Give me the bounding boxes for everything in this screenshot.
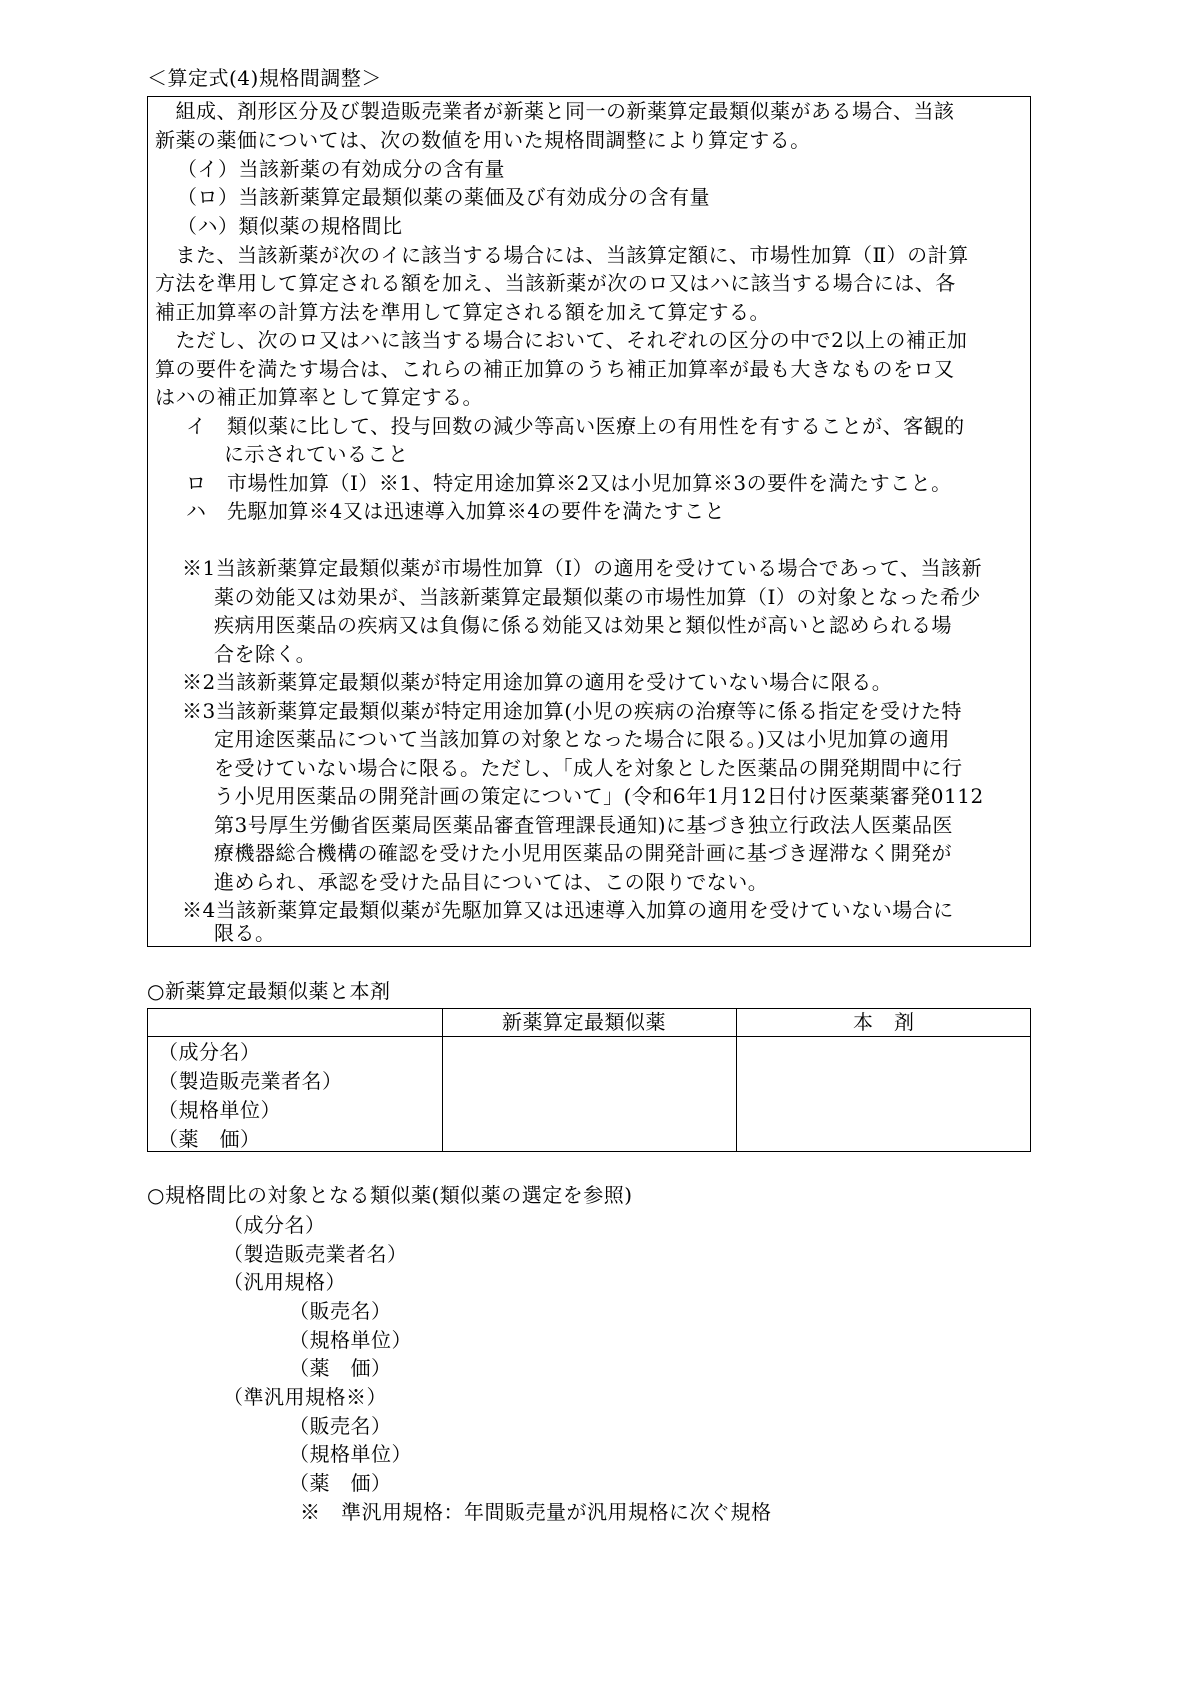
box-line: を受けていない場合に限る。ただし、「成人を対象とした医薬品の開発期間中に行 xyxy=(214,756,963,780)
table-row-label: （薬 価） xyxy=(158,1127,261,1151)
table-header: 本 剤 xyxy=(853,1010,915,1034)
box-line: また、当該新薬が次のイに該当する場合には、当該算定額に、市場性加算（Ⅱ）の計算 xyxy=(155,243,969,267)
table-row-label: （成分名） xyxy=(158,1040,261,1064)
list-item: （製造販売業者名） xyxy=(223,1242,408,1266)
box-line: 療機器総合機構の確認を受けた小児用医薬品の開発計画に基づき遅滞なく開発が xyxy=(214,841,952,865)
table-header: 新薬算定最類似薬 xyxy=(502,1010,666,1034)
box-line: ※1当該新薬算定最類似薬が市場性加算（Ⅰ）の適用を受けている場合であって、当該新 xyxy=(182,556,983,580)
box-line: （イ）当該新薬の有効成分の含有量 xyxy=(177,157,505,181)
list-item: （規格単位） xyxy=(289,1442,412,1466)
list-item: （販売名） xyxy=(289,1299,392,1323)
box-line: ※3当該新薬算定最類似薬が特定用途加算(小児の疾病の治療等に係る指定を受けた特 xyxy=(182,699,963,723)
box-line: ハ 先駆加算※4又は迅速導入加算※4の要件を満たすこと xyxy=(186,499,725,523)
list-item: （薬 価） xyxy=(289,1471,392,1495)
box-line: 補正加算率の計算方法を準用して算定される額を加えて算定する。 xyxy=(155,300,770,324)
list-item: （販売名） xyxy=(289,1414,392,1438)
box-line: 方法を準用して算定される額を加え、当該新薬が次のロ又はハに該当する場合には、各 xyxy=(155,271,956,295)
heading: ＜算定式(4)規格間調整＞ xyxy=(147,66,382,90)
section-title: ○規格間比の対象となる類似薬(類似薬の選定を参照) xyxy=(147,1183,633,1207)
list-item: （汎用規格） xyxy=(223,1270,346,1294)
box-line: 薬の効能又は効果が、当該新薬算定最類似薬の市場性加算（Ⅰ）の対象となった希少 xyxy=(214,585,981,609)
list-item: （成分名） xyxy=(223,1213,326,1237)
box-line: に示されていること xyxy=(224,442,409,466)
box-line: 算の要件を満たす場合は、これらの補正加算のうち補正加算率が最も大きなものをロ又 xyxy=(155,357,955,381)
table-row-label: （規格単位） xyxy=(158,1098,281,1122)
box-line: （ロ）当該新薬算定最類似薬の薬価及び有効成分の含有量 xyxy=(177,185,710,209)
box-line: 定用途医薬品について当該加算の対象となった場合に限る。)又は小児加算の適用 xyxy=(214,727,950,751)
box-line: はハの補正加算率として算定する。 xyxy=(155,385,483,409)
box-line: ロ 市場性加算（Ⅰ）※1、特定用途加算※2又は小児加算※3の要件を満たすこと。 xyxy=(186,471,952,495)
table-divider xyxy=(736,1009,737,1151)
list-item: （規格単位） xyxy=(289,1328,412,1352)
box-line: 組成、剤形区分及び製造販売業者が新薬と同一の新薬算定最類似薬がある場合、当該 xyxy=(155,99,955,123)
box-line: 限る。 xyxy=(214,921,276,945)
footnote: ※ 準汎用規格：年間販売量が汎用規格に次ぐ規格 xyxy=(300,1500,772,1524)
table-row-label: （製造販売業者名） xyxy=(158,1069,343,1093)
box-line: 第3号厚生労働省医薬局医薬品審査管理課長通知)に基づき独立行政法人医薬品医 xyxy=(214,813,954,837)
list-item: （薬 価） xyxy=(289,1356,392,1380)
list-item: （準汎用規格※） xyxy=(223,1385,387,1409)
box-line: イ 類似薬に比して、投与回数の減少等高い医療上の有用性を有することが、客観的 xyxy=(186,414,965,438)
section-title: ○新薬算定最類似薬と本剤 xyxy=(147,979,391,1003)
box-line: ※2当該新薬算定最類似薬が特定用途加算の適用を受けていない場合に限る。 xyxy=(182,670,893,694)
box-line: 合を除く。 xyxy=(214,642,317,666)
table-divider xyxy=(442,1009,443,1151)
box-line: ※4当該新薬算定最類似薬が先駆加算又は迅速導入加算の適用を受けていない場合に xyxy=(182,898,954,922)
box-line: 進められ、承認を受けた品目については、この限りでない。 xyxy=(214,870,769,894)
box-line: う小児用医薬品の開発計画の策定について」(令和6年1月12日付け医薬薬審発0112 xyxy=(214,784,984,808)
box-line: 新薬の薬価については、次の数値を用いた規格間調整により算定する。 xyxy=(155,128,811,152)
box-line: ただし、次のロ又はハに該当する場合において、それぞれの区分の中で2以上の補正加 xyxy=(155,328,968,352)
box-line: 疾病用医薬品の疾病又は負傷に係る効能又は効果と類似性が高いと認められる場 xyxy=(214,613,952,637)
box-line: （ハ）類似薬の規格間比 xyxy=(177,214,403,238)
